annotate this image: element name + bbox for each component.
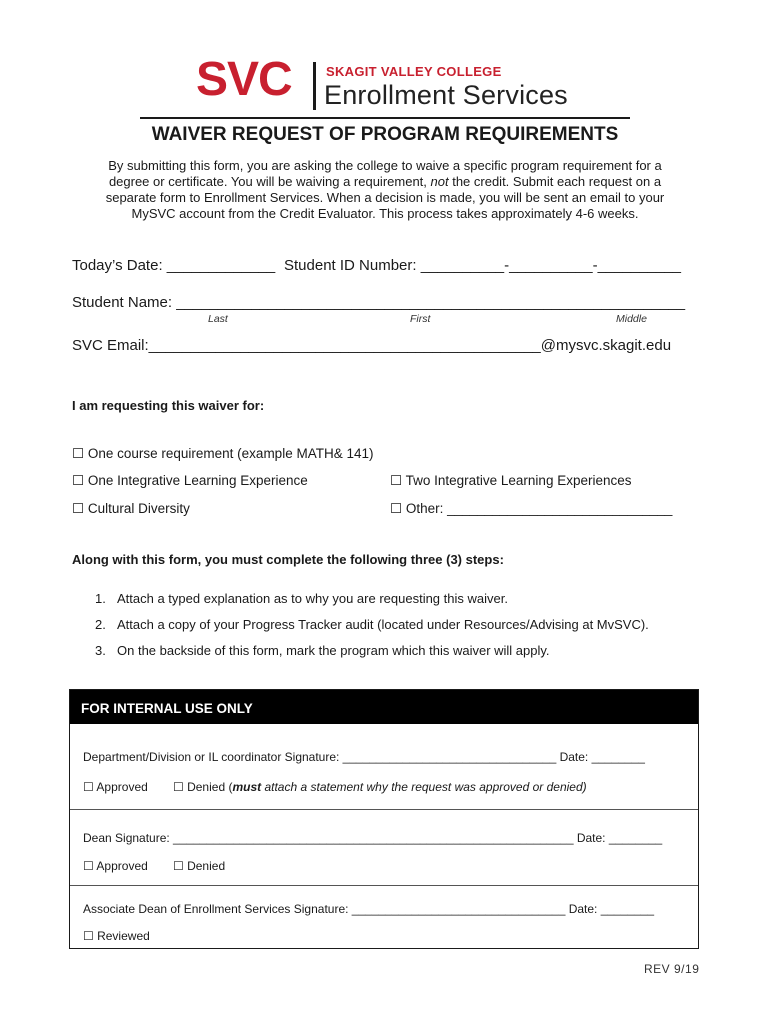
steps-list [95, 586, 649, 664]
todays-date-field[interactable]: Today’s Date: _____________ [72, 257, 276, 274]
intro-text: the credit. Submit each request on a [448, 174, 662, 189]
step-text: Attach a typed explanation as to why you are requesting this waiver. [117, 591, 508, 606]
revision-label: REV 9/19 [644, 962, 700, 976]
option-two-ile[interactable]: ☐ Two Integrative Learning Experiences [390, 473, 632, 488]
svc-email-field[interactable]: SVC Email:_______________________________________________@mysvc.skagit.edu [72, 337, 672, 354]
step-number: 2. [95, 617, 106, 632]
intro-line [85, 174, 685, 190]
internal-use-title: FOR INTERNAL USE ONLY [81, 701, 253, 716]
intro-line: By submitting this form, you are asking the college to waive a specific program requirement for a [108, 158, 662, 173]
denied-note: attach a statement why the request was approved or denied) [261, 780, 587, 794]
dept-denied-checkbox[interactable] [173, 780, 587, 794]
name-first-label: First [410, 313, 431, 325]
step-number: 1. [95, 591, 106, 606]
option-course-requirement[interactable]: ☐ One course requirement (example MATH& 141) [72, 446, 374, 461]
name-last-label: Last [208, 313, 228, 325]
intro-text: degree or certificate. You will be waiving a requirement, [108, 174, 431, 189]
intro-emphasis: not [430, 174, 449, 189]
denied-label: ☐ Denied ( [173, 780, 233, 794]
step-item [95, 586, 649, 612]
option-other[interactable]: ☐ Other: ______________________________ [390, 501, 673, 516]
dean-signature-field[interactable]: Dean Signature: ____________________________________________________________ Date: ________ [83, 831, 663, 845]
svc-logo: SVC [196, 53, 292, 106]
form-title: WAIVER REQUEST OF PROGRAM REQUIREMENTS [151, 124, 619, 145]
option-one-ile[interactable]: ☐ One Integrative Learning Experience [72, 473, 308, 488]
step-item [95, 638, 649, 664]
intro-paragraph [85, 158, 685, 222]
intro-line: MySVC account from the Credit Evaluator. This process takes approximately 4-6 weeks. [131, 206, 639, 221]
internal-use-box [69, 689, 699, 949]
header-rule [140, 117, 630, 119]
internal-use-header [70, 690, 698, 724]
dean-approved-checkbox[interactable]: ☐ Approved [83, 859, 148, 873]
box-divider [70, 809, 698, 810]
dept-signature-field[interactable]: Department/Division or IL coordinator Signature: ________________________________ Date: ________ [83, 750, 645, 764]
logo-divider [313, 62, 316, 110]
box-divider [70, 885, 698, 886]
step-item [95, 612, 649, 638]
student-name-field[interactable]: Student Name: _____________________________________________________________ [72, 294, 686, 311]
denied-must: must [232, 780, 262, 794]
step-text: On the backside of this form, mark the program which this waiver will apply. [117, 643, 550, 658]
reviewed-checkbox[interactable]: ☐ Reviewed [83, 929, 150, 943]
dept-approved-checkbox[interactable]: ☐ Approved [83, 780, 148, 794]
step-text: Attach a copy of your Progress Tracker audit (located under Resources/Advising at MvSVC). [117, 617, 649, 632]
student-id-field[interactable]: Student ID Number: __________-__________-__________ [284, 257, 681, 274]
waiver-heading: I am requesting this waiver for: [72, 398, 265, 413]
option-cultural-diversity[interactable]: ☐ Cultural Diversity [72, 501, 190, 516]
intro-line: separate form to Enrollment Services. When a decision is made, you will be sent an email to your [105, 190, 665, 205]
name-middle-label: Middle [616, 313, 647, 325]
college-name: SKAGIT VALLEY COLLEGE [326, 64, 502, 79]
assoc-dean-signature-field[interactable]: Associate Dean of Enrollment Services Signature: ________________________________ Date: ________ [83, 902, 655, 916]
department-name: Enrollment Services [324, 80, 568, 110]
steps-heading: Along with this form, you must complete the following three (3) steps: [72, 552, 504, 567]
step-number: 3. [95, 643, 106, 658]
dean-denied-checkbox[interactable]: ☐ Denied [173, 859, 226, 873]
